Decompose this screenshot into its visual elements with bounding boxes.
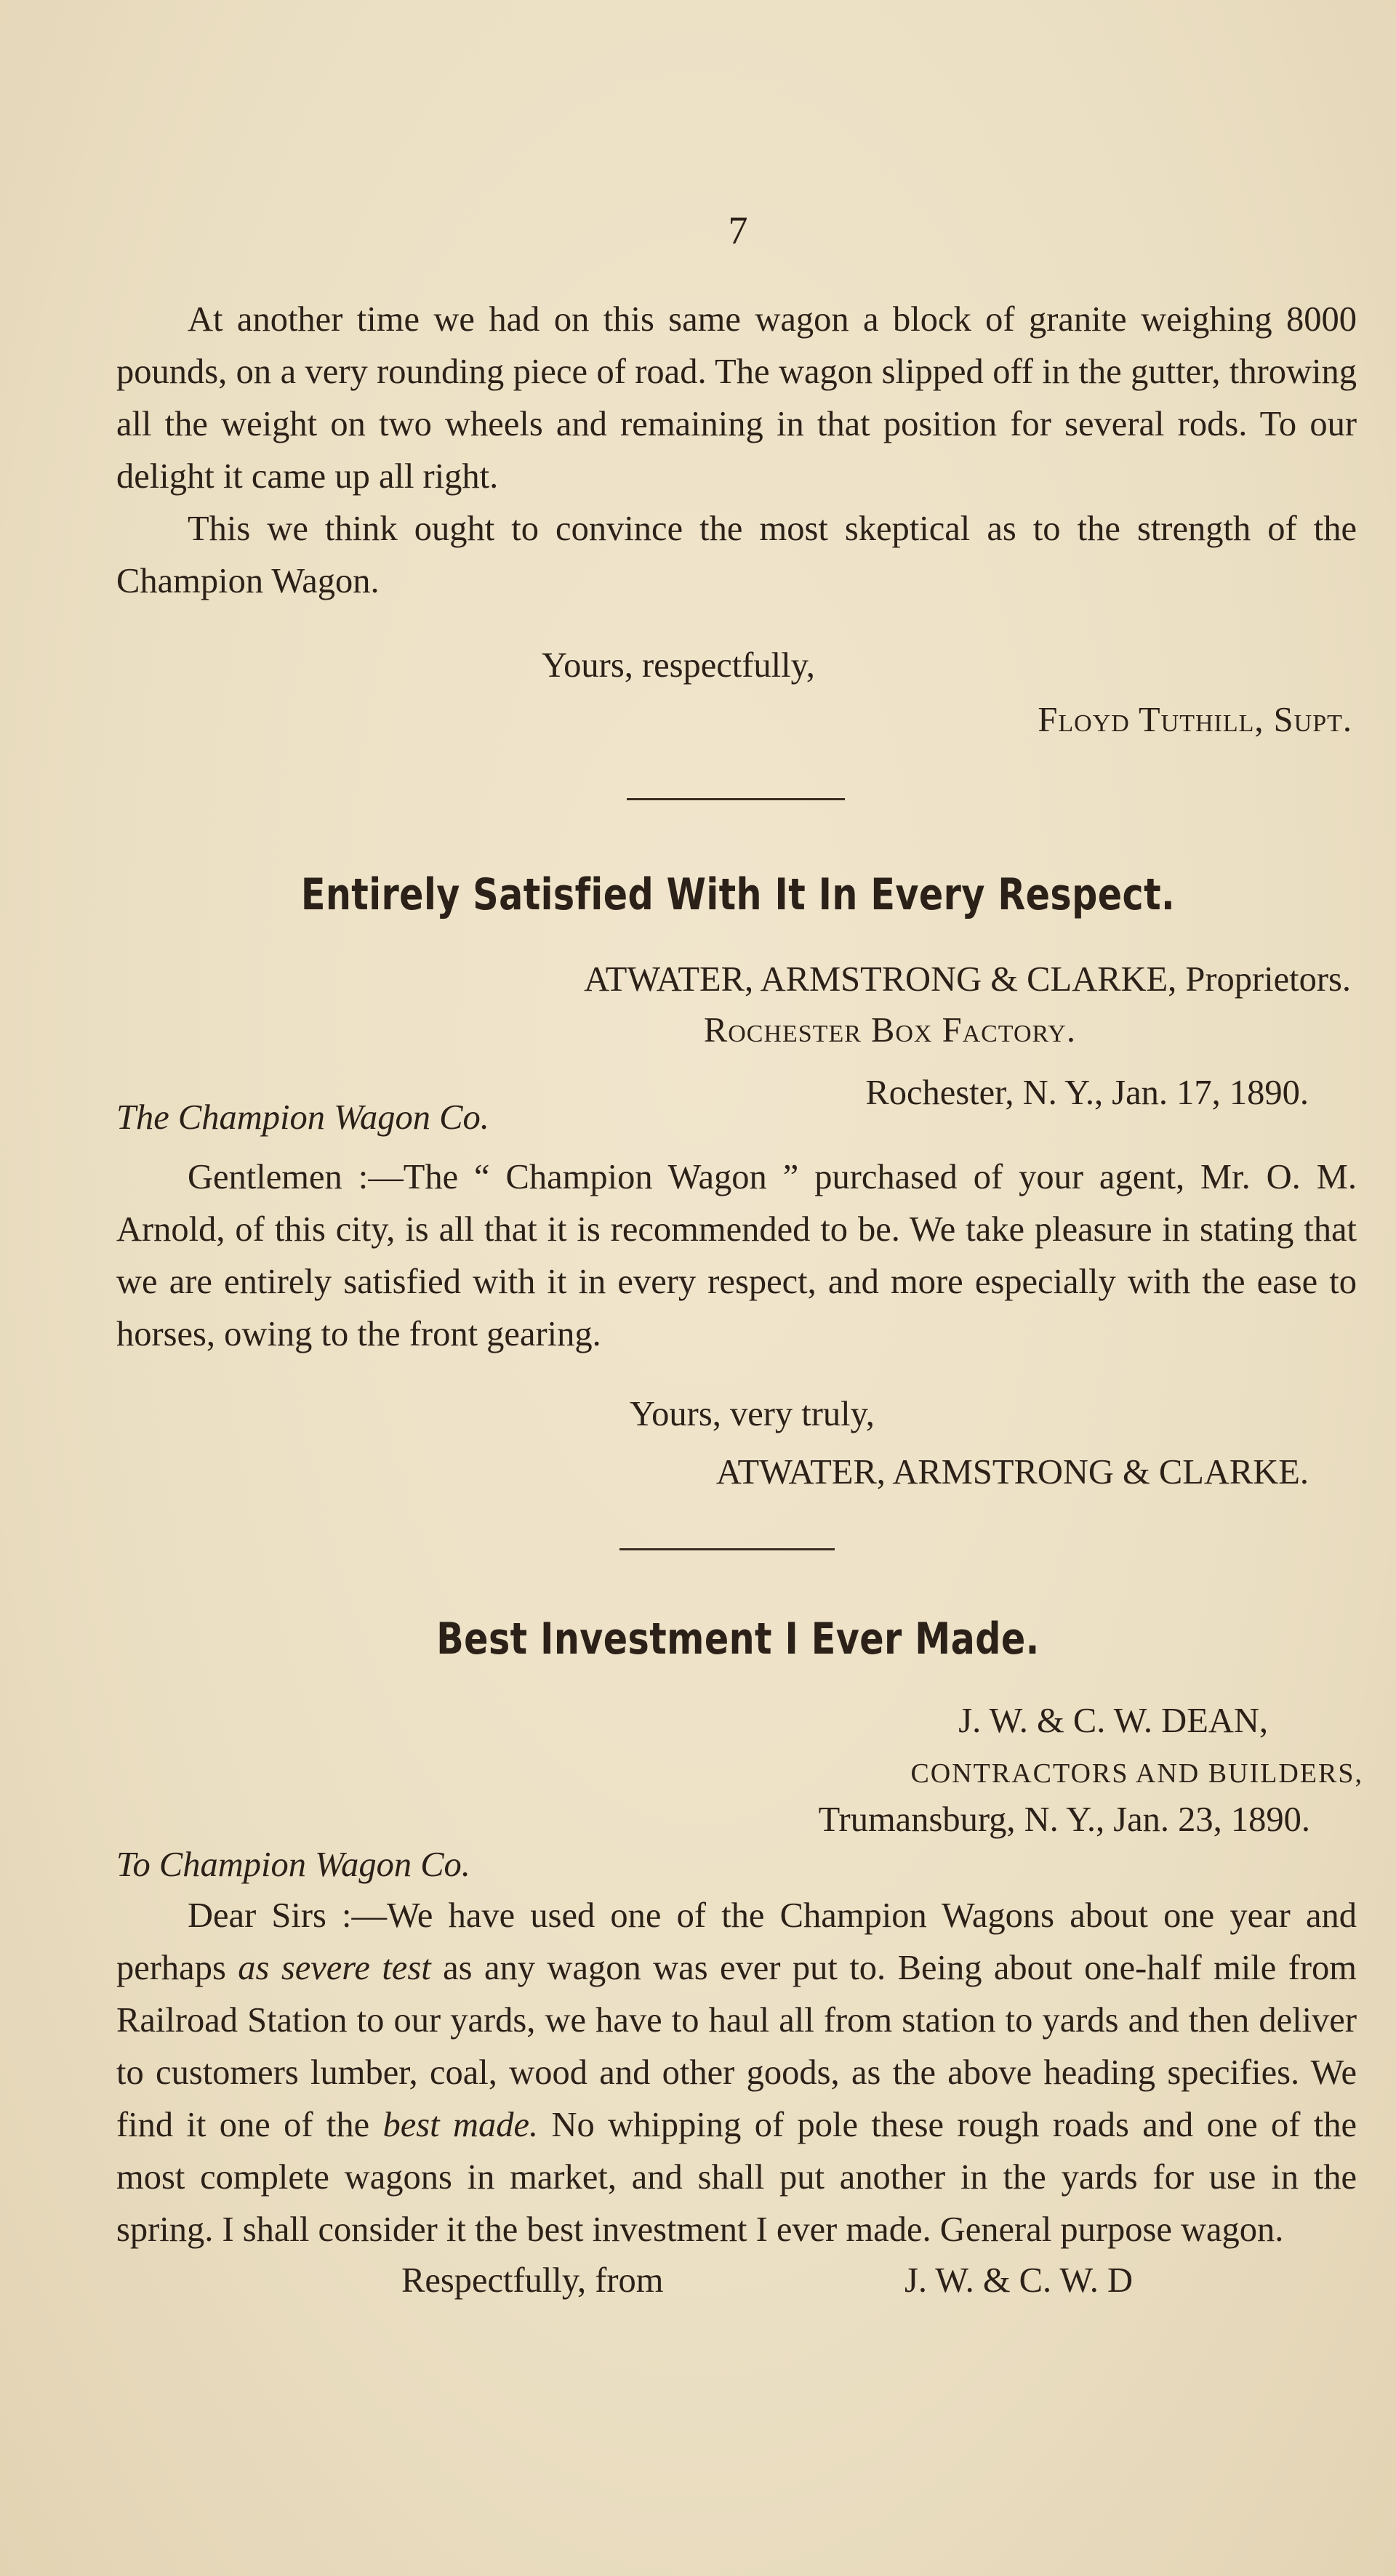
- letter-2-firm-role: Proprietors.: [1185, 960, 1351, 999]
- letter-3-body-part-1: Dear Sirs :—We have used one of the Champion Wagons about one year and perhaps: [116, 1896, 1357, 1987]
- letter-1-closing: Yours, respectfully,: [542, 646, 815, 685]
- letter-2-firm: ATWATER, ARMSTRONG & CLARKE,: [584, 960, 1177, 999]
- letter-1: [116, 294, 1357, 608]
- letter-2-place-date: Rochester, N. Y., Jan. 17, 1890.: [865, 1074, 1309, 1112]
- letter-2-heading: Entirely Satisfied With It In Every Respect.: [300, 869, 1176, 920]
- letter-2-signature: ATWATER, ARMSTRONG & CLARKE.: [715, 1453, 1309, 1492]
- letter-3-firm-role: CONTRACTORS AND BUILDERS,: [910, 1758, 1363, 1789]
- letter-3-addressee: To Champion Wagon Co.: [116, 1846, 470, 1884]
- letter-3-closing: Respectfully, from: [401, 2261, 664, 2300]
- letter-2-closing: Yours, very truly,: [630, 1395, 875, 1433]
- letter-3-heading: Best Investment I Ever Made.: [436, 1614, 1040, 1665]
- letter-3-body-part-3: No whipping of pole these rough roads and one of the most complete wagons in market, and shall put another in the yards for use in the spring. I shall consider it the best investment I ever made. General purpose wagon.: [116, 2106, 1357, 2249]
- letter-2-body: Gentlemen :—The “ Champion Wagon ” purchased of your agent, Mr. O. M. Arnold, of this city, is all that it is recommended to be. We take pleasure in stating that we are entirely satisfied with it in every respect, and more especially with the ease to horses, owing to the front gearing.: [116, 1158, 1357, 1353]
- letter-3-body-part-2: as any wagon was ever put to. Being about one-half mile from Railroad Station to our yards, we have to haul all from station to yards and then deliver to customers lumber, coal, wood and other goods, as the above heading specifies. We find it one of the: [116, 1949, 1357, 2144]
- letter-2-factory: Rochester Box Factory.: [703, 1011, 1076, 1050]
- letter-2-firm-line: [584, 954, 1351, 1006]
- letter-3-place-date: Trumansburg, N. Y., Jan. 23, 1890.: [818, 1800, 1310, 1839]
- letter-1-paragraph-1: At another time we had on this same wagon a block of granite weighing 8000 pounds, on a very rounding piece of road. The wagon slipped off in the gutter, throwing all the weight on two wheels and remaining in that position for several rods. To our delight it came up all right.: [116, 300, 1357, 496]
- letter-3-firm: J. W. & C. W. DEAN,: [958, 1702, 1268, 1740]
- letter-3-emphasis-best-made: best made.: [382, 2106, 539, 2144]
- letter-2-body-block: [116, 1151, 1357, 1361]
- page-number: 7: [728, 209, 748, 252]
- letter-3-body-block: [116, 1890, 1357, 2256]
- letter-3-body: [116, 1890, 1357, 2256]
- letter-3-emphasis-severe-test: as severe test: [238, 1949, 431, 1987]
- letter-1-signature: Floyd Tuthill, Supt.: [1038, 701, 1352, 739]
- section-divider: [627, 798, 845, 800]
- letter-1-paragraph-2: This we think ought to convince the most skeptical as to the strength of the Champion Wagon.: [116, 510, 1357, 600]
- section-divider-2: [619, 1548, 835, 1550]
- letter-3-signature: J. W. & C. W. D: [904, 2261, 1133, 2300]
- letter-2-addressee: The Champion Wagon Co.: [116, 1098, 489, 1137]
